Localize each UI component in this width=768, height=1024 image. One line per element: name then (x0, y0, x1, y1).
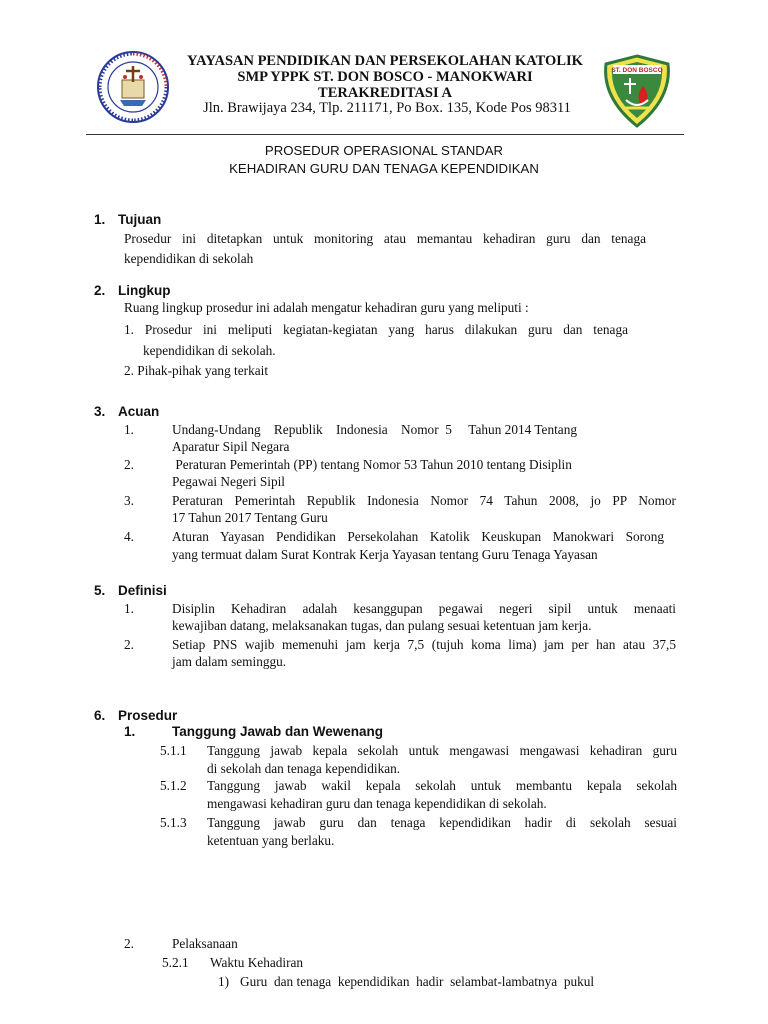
definisi-item-1-line1: Disiplin Kehadiran adalah kesanggupan pegawai negeri sipil untuk menaati (172, 601, 676, 616)
section-title: Definisi (118, 583, 167, 598)
section-definisi-heading (94, 583, 167, 599)
header-school-name: SMP YPPK ST. DON BOSCO - MANOKWARI (237, 69, 533, 85)
pelaksanaan-item-label: Waktu Kehadiran (210, 955, 304, 970)
section-prosedur-heading (94, 708, 177, 724)
prosedur-item-511-line1: Tanggung jawab kepala sekolah untuk mengawasi mengawasi kehadiran guru (207, 743, 677, 758)
section-number: 5. (94, 583, 106, 598)
acuan-item-4-line1: Aturan Yayasan Pendidikan Persekolahan Katolik Keuskupan Manokwari Sorong (172, 529, 664, 544)
prosedur-item-511-line2: di sekolah dan tenaga kependidikan. (207, 761, 401, 776)
lingkup-item-1-line2: kependidikan di sekolah. (143, 343, 276, 358)
section-title: Tujuan (118, 212, 162, 227)
acuan-item-number: 3. (124, 493, 134, 508)
acuan-item-1-line1: Undang-Undang Republik Indonesia Nomor 5 Tahun 2014 Tentang (172, 422, 577, 437)
prosedur-sub-2-heading: Pelaksanaan (172, 936, 238, 951)
acuan-item-4-line2: yang termuat dalam Surat Kontrak Kerja Yayasan tentang Guru Tenaga Yayasan (172, 547, 598, 562)
section-acuan-heading (94, 404, 159, 420)
pelaksanaan-item-number: 5.2.1 (162, 955, 189, 970)
prosedur-item-number: 5.1.1 (160, 743, 187, 758)
acuan-item-3-line1: Peraturan Pemerintah Republik Indonesia Nomor 74 Tahun 2008, jo PP Nomor (172, 493, 676, 508)
document-title: PROSEDUR OPERASIONAL STANDAR (264, 143, 504, 158)
prosedur-item-513-line1: Tanggung jawab guru dan tenaga kependidikan hadir di sekolah sesuai (207, 815, 677, 830)
acuan-item-number: 4. (124, 529, 134, 544)
prosedur-item-512-line2: mengawasi kehadiran guru dan tenaga kependidikan di sekolah. (207, 796, 547, 811)
section-title: Prosedur (118, 708, 178, 723)
tujuan-text-line1: Prosedur ini ditetapkan untuk monitoring atau memantau kehadiran guru dan tenaga (124, 231, 646, 246)
header-divider (86, 134, 684, 135)
section-lingkup-heading (94, 283, 171, 299)
section-number: 1. (94, 212, 106, 227)
definisi-item-2-line2: jam dalam seminggu. (172, 654, 287, 669)
acuan-item-1-line2: Aparatur Sipil Negara (172, 439, 290, 454)
header-foundation-name: YAYASAN PENDIDIKAN DAN PERSEKOLAHAN KATOLIK (187, 53, 583, 69)
section-number: 2. (94, 283, 106, 298)
prosedur-sub-1-heading: Tanggung Jawab dan Wewenang (172, 724, 384, 739)
prosedur-item-number: 5.1.3 (160, 815, 187, 830)
section-tujuan-heading (94, 212, 161, 228)
prosedur-sub-1-number: 1. (124, 724, 136, 739)
definisi-item-number: 2. (124, 637, 134, 652)
header-address: Jln. Brawijaya 234, Tlp. 211171, Po Box. 135, Kode Pos 98311 (203, 100, 571, 116)
don-bosco-school-logo (600, 54, 674, 128)
header-accreditation: TERAKREDITASI A (318, 85, 452, 101)
prosedur-item-512-line1: Tanggung jawab wakil kepala sekolah untuk membantu kepala sekolah (207, 778, 677, 793)
pelaksanaan-point-text: Guru dan tenaga kependidikan hadir selambat-lambatnya pukul (240, 974, 595, 989)
acuan-item-3-line2: 17 Tahun 2017 Tentang Guru (172, 510, 328, 525)
section-title: Acuan (118, 404, 160, 419)
yayasan-seal-logo (96, 50, 170, 124)
section-title: Lingkup (118, 283, 171, 298)
prosedur-item-513-line2: ketentuan yang berlaku. (207, 833, 335, 848)
section-number: 3. (94, 404, 106, 419)
acuan-item-number: 2. (124, 457, 134, 472)
definisi-item-number: 1. (124, 601, 134, 616)
acuan-item-2-line2: Pegawai Negeri Sipil (172, 474, 285, 489)
document-subtitle: KEHADIRAN GURU DAN TENAGA KEPENDIDIKAN (229, 161, 539, 176)
right-logo-text: ST. DON BOSCO (611, 67, 663, 74)
section-number: 6. (94, 708, 106, 723)
lingkup-intro: Ruang lingkup prosedur ini adalah mengatur kehadiran guru yang meliputi : (124, 300, 529, 315)
definisi-item-2-line1: Setiap PNS wajib memenuhi jam kerja 7,5 (tujuh koma lima) jam per han atau 37,5 (172, 637, 676, 652)
acuan-item-number: 1. (124, 422, 134, 437)
pelaksanaan-point-number: 1) (218, 974, 230, 989)
acuan-item-2-line1: Peraturan Pemerintah (PP) tentang Nomor 53 Tahun 2010 tentang Disiplin (172, 457, 572, 472)
lingkup-item-1-line1: 1. Prosedur ini meliputi kegiatan-kegiatan yang harus dilakukan guru dan tenaga (124, 322, 628, 337)
prosedur-item-number: 5.1.2 (160, 778, 187, 793)
prosedur-sub-2-number: 2. (124, 936, 134, 951)
lingkup-item-2: 2. Pihak-pihak yang terkait (124, 363, 269, 378)
tujuan-text-line2: kependidikan di sekolah (124, 251, 254, 266)
definisi-item-1-line2: kewajiban datang, melaksanakan tugas, dan pulang sesuai ketentuan jam kerja. (172, 618, 592, 633)
